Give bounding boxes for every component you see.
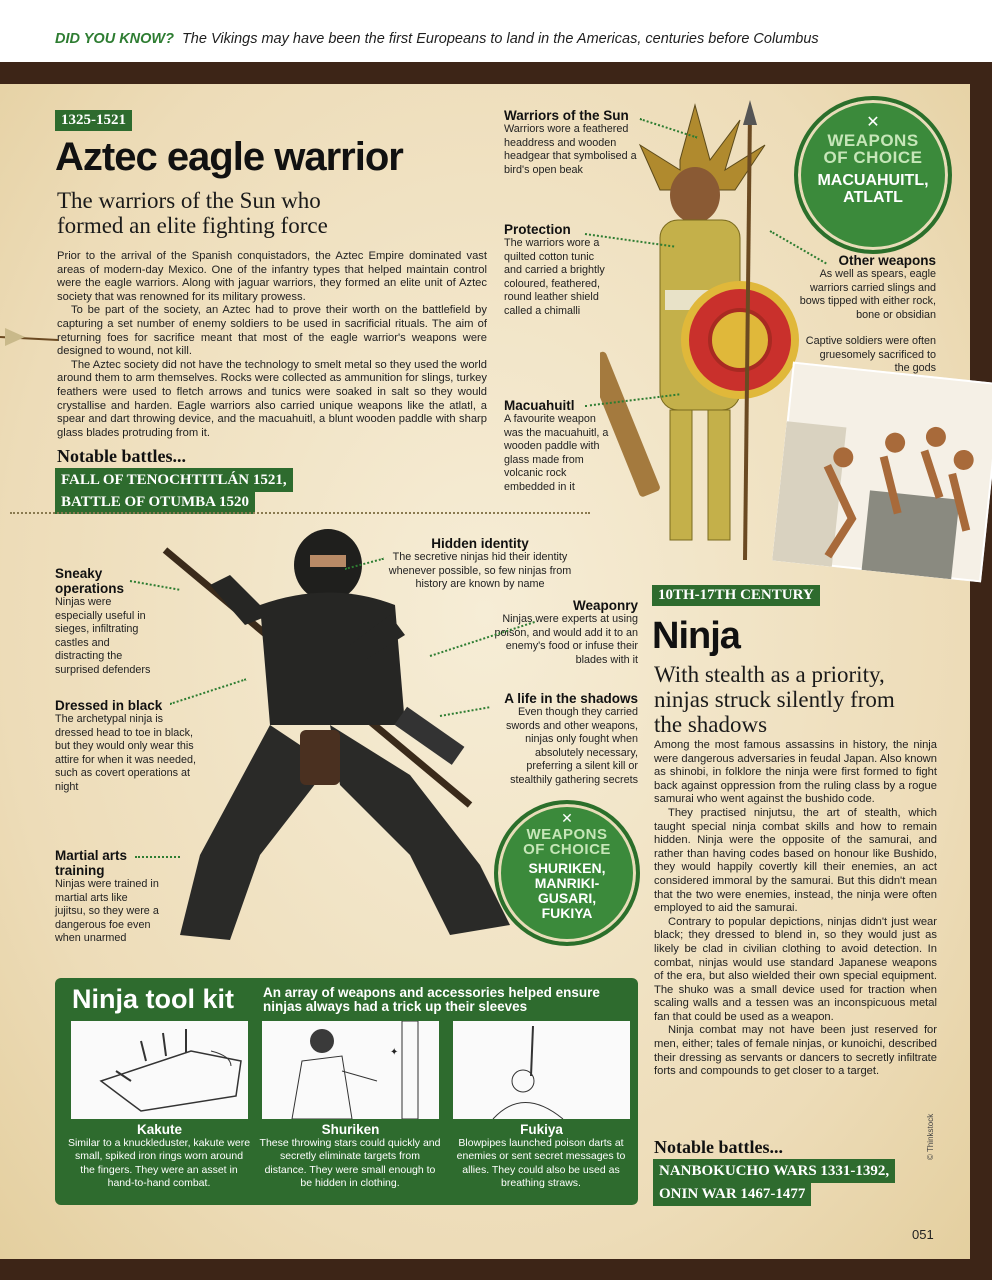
aztec-subtitle xyxy=(57,188,328,238)
annotation-text: The secretive ninjas hid their identity whenever possible, so few ninjas from history are known by name xyxy=(388,551,572,591)
aztec-battle-2: BATTLE OF OTUMBA 1520 xyxy=(55,490,255,514)
shuriken-name: Shuriken xyxy=(321,1122,380,1137)
ninja-notable-heading: Notable battles... xyxy=(654,1137,783,1157)
annotation-text: Ninjas were trained in martial arts like jujitsu, so they were a dangerous foe even when unarmed xyxy=(55,878,159,945)
ninja-paragraph: Among the most famous assassins in history, the ninja were dangerous adversaries in feudal Japan. Also known as shinobi, in folklore the ninja were first formed to fight back against oppression from the ruling class by a rogue samurai who went against the bushido code. xyxy=(654,739,937,806)
fukiya-name: Fukiya xyxy=(520,1122,563,1137)
annotation-title: A life in the shadows xyxy=(504,691,638,706)
page-number: 051 xyxy=(912,1227,934,1242)
did-you-know xyxy=(55,31,819,47)
annotation-title: Dressed in black xyxy=(55,698,163,713)
badge-label: WEAPONS xyxy=(526,826,608,843)
annotation-dressed-in-black xyxy=(55,698,203,795)
ninja-subtitle-line: ninjas struck silently from xyxy=(654,687,895,712)
kakute-image xyxy=(71,1021,248,1119)
badge-weapon: FUKIYA xyxy=(541,905,593,921)
annotation-life-in-shadows xyxy=(490,691,638,788)
annotation-title: Martial arts training xyxy=(55,848,128,878)
shuriken-description: These throwing stars could quickly and secretly eliminate targets from distance. They were small enough to be hidden in clothing. xyxy=(259,1137,441,1190)
annotation-title: Weaponry xyxy=(572,598,638,613)
annotation-text: A favourite weapon was the macuahuitl, a wooden paddle with glass made from volcanic rock embedded in it xyxy=(504,413,609,493)
annotation-text: As well as spears, eagle warriors carried slings and bows tipped with either rock, bone or obsidian xyxy=(799,268,936,321)
aztec-paragraph: The Aztec society did not have the technology to smelt metal so they used the world around them to arm themselves. Rocks were collected as ammunition for slings, turkey feathers were used to fletch arrows and tunics were soaked in salt so they would crystallise and harden. Eagle warriors also carried unique weapons like the atlatl, a spear and dart throwing device, and the macuahuitl, a blunt wooden paddle with sharp glass blades protruding from it. xyxy=(57,358,487,439)
annotation-title: Macuahuitl xyxy=(504,398,575,413)
annotation-macuahuitl xyxy=(504,398,609,495)
annotation-text: Warriors wore a feathered headdress and wooden headgear that symbolised a bird's open beak xyxy=(504,123,637,176)
annotation-text: Even though they carried swords and other weapons, ninjas only fought when absolutely necessary, preferring a silent kill or stealthily gathering secrets xyxy=(505,706,638,786)
fukiya-image xyxy=(453,1021,630,1119)
badge-label: WEAPONS xyxy=(827,131,919,150)
ninja-weapons-badge xyxy=(494,800,640,946)
annotation-title: Other weapons xyxy=(838,253,936,268)
badge-weapon: MACUAHUITL, xyxy=(817,172,929,189)
badge-label: OF CHOICE xyxy=(823,148,923,167)
annotation-text: The archetypal ninja is dressed head to toe in black, but they would only wear this attire for when it was needed, such as covert operations at night xyxy=(55,713,197,793)
shuriken-image xyxy=(262,1021,439,1119)
aztec-paragraph: To be part of the society, an Aztec had to prove their worth on the battlefield by capturing a set number of enemy soldiers to be used in sacrificial rituals. The aim of returning foes for sacrifice meant that most of the eagle warrior's weapons were designed to wound, not kill. xyxy=(57,304,487,358)
badge-weapon: ATLATL xyxy=(843,189,903,206)
aztec-body xyxy=(57,250,487,440)
ninja-paragraph: Ninja combat may not have been just reserved for men, either; tales of female ninjas, or kunoichi, described their dressing as servants or dancers to secretly infiltrate forts and compounds to get closer to a target. xyxy=(654,1024,937,1078)
ninja-body xyxy=(654,739,937,1079)
aztec-subtitle-line: formed an elite fighting force xyxy=(57,213,328,238)
annotation-text: Ninjas were experts at using poison, and would add it to an enemy's food or infuse their blades with it xyxy=(494,613,638,666)
toolkit-title: Ninja tool kit xyxy=(72,984,234,1014)
annotation-title: Warriors of the Sun xyxy=(504,108,629,123)
annotation-other-weapons xyxy=(790,253,936,322)
annotation-martial-arts xyxy=(55,848,160,946)
ninja-battle-2: ONIN WAR 1467-1477 xyxy=(653,1182,811,1206)
aztec-date-tag: 1325-1521 xyxy=(55,110,132,131)
arrow-icon xyxy=(0,322,60,352)
annotation-title: Hidden identity xyxy=(431,536,529,551)
fukiya-blowpipe-icon xyxy=(453,1021,630,1119)
annotation-weaponry xyxy=(490,598,638,667)
aztec-battle-1: FALL OF TENOCHTITLÁN 1521, xyxy=(55,468,293,492)
section-divider xyxy=(10,512,590,514)
svg-text:✦: ✦ xyxy=(390,1047,399,1058)
shuriken-thrower-icon xyxy=(262,1021,439,1119)
did-you-know-text: The Vikings may have been the first Europeans to land in the Americas, centuries before Columbus xyxy=(181,31,819,47)
top-banner xyxy=(0,0,992,62)
annotation-warriors-of-sun xyxy=(504,108,654,177)
annotation-text: Ninjas were especially useful in sieges, infiltrating castles and distracting the surprised defenders xyxy=(55,596,151,676)
ninja-date-tag: 10TH-17TH CENTURY xyxy=(652,585,820,606)
ninja-subtitle xyxy=(654,662,895,737)
leader-line xyxy=(135,856,180,858)
ninja-paragraph: They practised ninjutsu, the art of stealth, which taught special ninja combat skills and how to remain hidden. Ninja were the opposite of the samurai, and rather than having codes based on honour like Bushido, they would happily covertly kill their enemies, an act considered immoral by the samurai. But this didn't mean that the two were enemies, instead, the ninja were often employed to aid the samurai. xyxy=(654,806,937,915)
ninja-battle-1: NANBOKUCHO WARS 1331-1392, xyxy=(653,1159,895,1183)
toolkit-subtitle: An array of weapons and accessories helped ensure ninjas always had a trick up their sleeves xyxy=(263,985,600,1014)
ninja-title: Ninja xyxy=(652,615,740,657)
aztec-weapons-badge xyxy=(794,96,952,254)
fukiya-description: Blowpipes launched poison darts at enemies or sent secret messages to allies. They could also be used as breathing straws. xyxy=(456,1137,626,1190)
annotation-hidden-identity xyxy=(385,536,575,592)
crossed-swords-icon: ✕ xyxy=(866,114,880,131)
annotation-text: The warriors wore a quilted cotton tunic and carried a brightly coloured, feathered, round leather shield called a chimalli xyxy=(504,237,605,317)
sacrifice-inset-image xyxy=(772,362,992,583)
kakute-hand-icon xyxy=(71,1021,248,1119)
aztec-subtitle-line: The warriors of the Sun who xyxy=(57,188,321,213)
aztec-notable-heading: Notable battles... xyxy=(57,446,186,466)
ninja-paragraph: Contrary to popular depictions, ninjas didn't just wear black; they dressed to blend in, so they would just as likely be clad in civilian clothing to avoid detection. In combat, ninjas would use standard Japanese weapons of the era, but also wielded their own special equipment. The shuko was a small device used for traction when scaling walls and a tessen was an inconspicuous metal fan that could be used as a weapon. xyxy=(654,915,937,1023)
annotation-title: Sneaky operations xyxy=(55,566,125,596)
photo-credit: © Thinkstock xyxy=(926,1113,935,1160)
badge-weapon: SHURIKEN, xyxy=(528,860,606,876)
ninja-subtitle-line: the shadows xyxy=(654,712,768,737)
ninja-toolkit-panel xyxy=(55,978,638,1205)
annotation-title: Protection xyxy=(504,222,571,237)
did-you-know-label: DID YOU KNOW? xyxy=(55,31,174,47)
ninja-subtitle-line: With stealth as a priority, xyxy=(654,662,885,687)
badge-label: OF CHOICE xyxy=(523,841,611,858)
aztec-title: Aztec eagle warrior xyxy=(55,135,403,179)
badge-weapon: MANRIKI- xyxy=(534,875,600,891)
kakute-name: Kakute xyxy=(136,1122,182,1137)
aztec-paragraph: Prior to the arrival of the Spanish conquistadors, the Aztec Empire dominated vast areas of modern-day Mexico. One of the infantry types that helped maintain control were the eagle warriors. Along with jaguar warriors, they formed an elite unit of Aztec society that was renowned for its military prowess. xyxy=(57,250,487,303)
badge-weapon: GUSARI, xyxy=(537,890,597,906)
captive-caption: Captive soldiers were often gruesomely sacrificed to the gods xyxy=(805,335,936,375)
kakute-description: Similar to a knuckleduster, kakute were small, spiked iron rings worn around the fingers. They were an asset in hand-to-hand combat. xyxy=(67,1137,251,1190)
crossed-swords-icon: ✕ xyxy=(561,810,573,826)
